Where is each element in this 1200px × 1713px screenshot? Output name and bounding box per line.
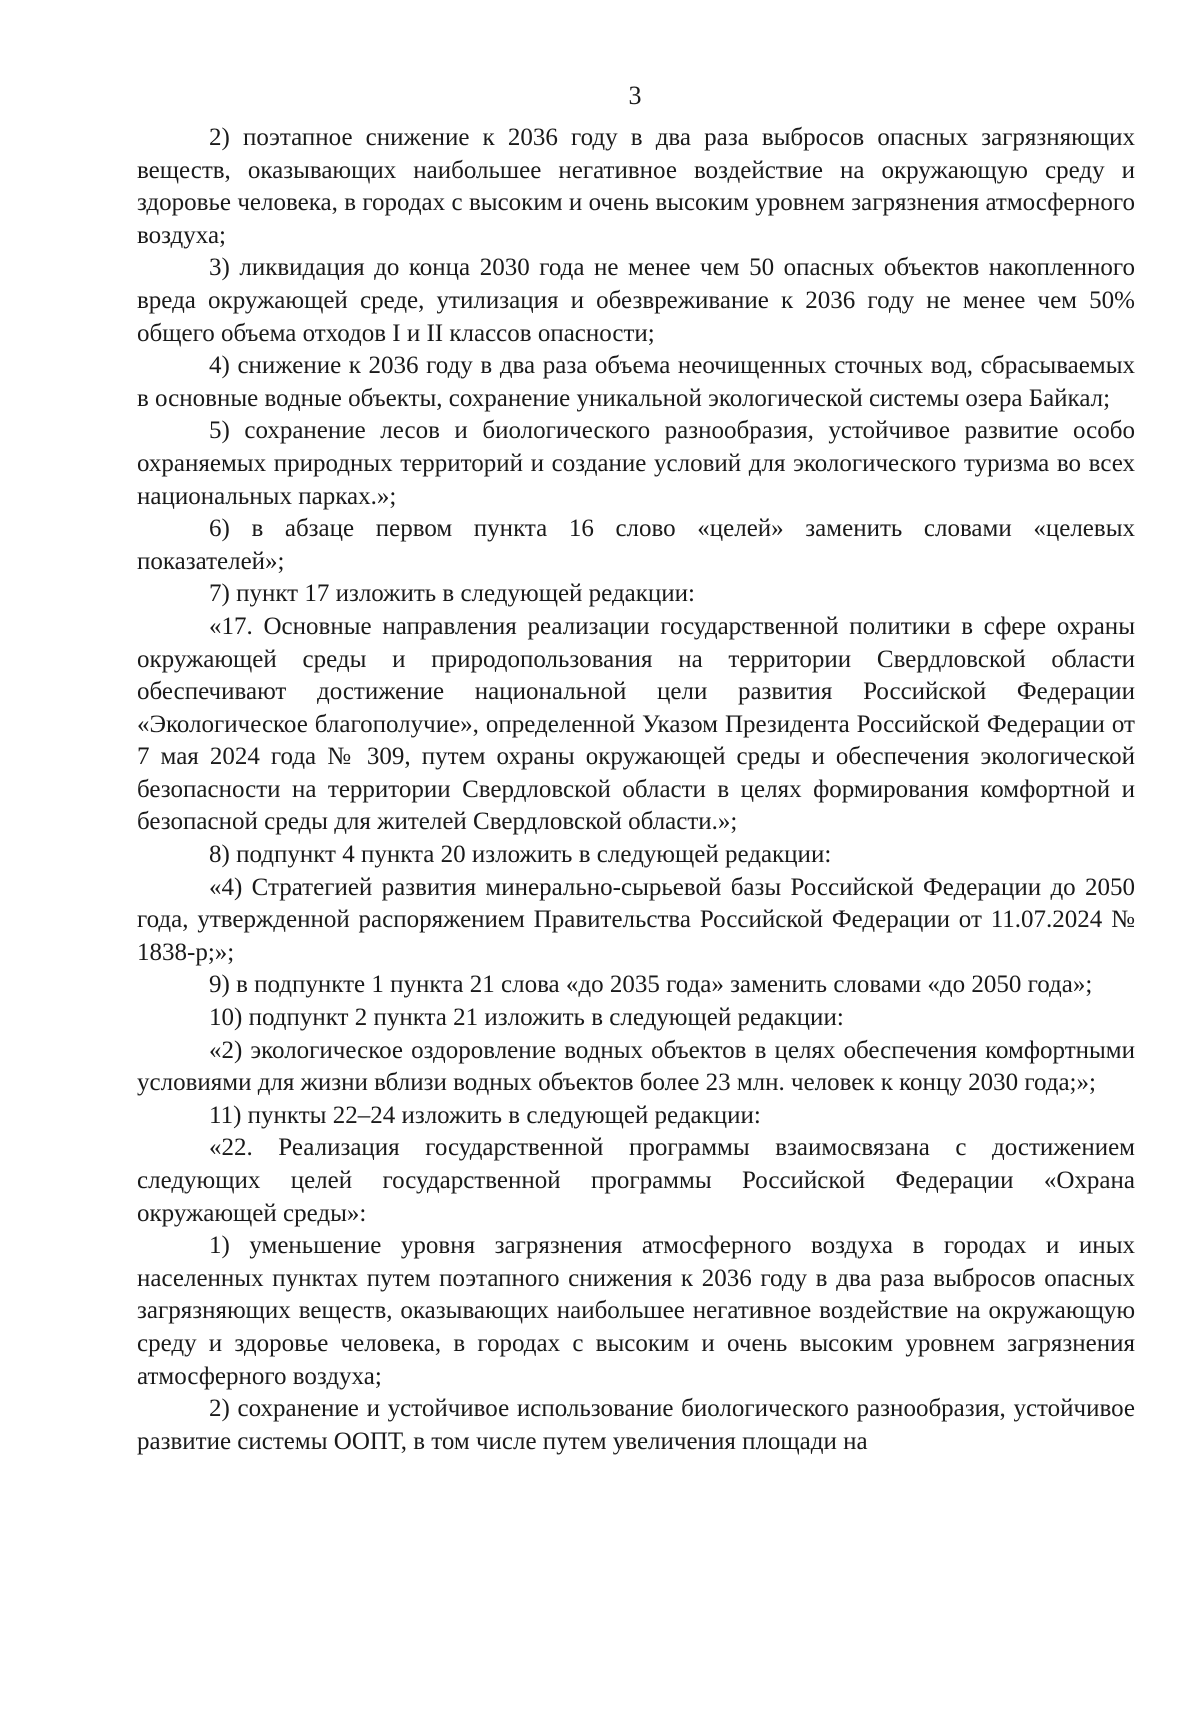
paragraph-amendment-7: 7) пункт 17 изложить в следующей редакции:: [209, 580, 695, 608]
paragraph-amendment-11: 11) пункты 22–24 изложить в следующей редакции:: [209, 1101, 761, 1129]
paragraph-amendment-9: 9) в подпункте 1 пункта 21 слова «до 2035 года» заменить словами «до 2050 года»;: [209, 971, 1093, 999]
paragraph-clause-17: «17. Основные направления реализации государственной политики в сфере охраны окружающей среды и природопользования на территории Свердловской области обеспечивают достижение национальной цели развития Российской Федерации «Экологическое благополучие», определенной Указом Президента Российской Федерации от 7 мая 2024 года № 309, путем охраны окружающей среды и обеспечения экологической безопасности на территории Свердловской области в целях формирования комфортной и безопасной среды для жителей Свердловской области.»;: [137, 612, 1135, 836]
paragraph-item-2-emissions: 2) поэтапное снижение к 2036 году в два раза выбросов опасных загрязняющих веществ, оказывающих наибольшее негативное воздействие на окружающую среду и здоровье человека, в городах с высоким и очень высоким уровнем загрязнения атмосферного воздуха;: [137, 124, 1135, 249]
paragraph-subclause-2-water: «2) экологическое оздоровление водных объектов в целях обеспечения комфортными условиями для жизни вблизи водных объектов более 23 млн. человек к концу 2030 года;»;: [137, 1036, 1135, 1097]
paragraph-clause-22: «22. Реализация государственной программы взаимосвязана с достижением следующих целей государственной программы Российской Федерации «Охрана окружающей среды»:: [137, 1134, 1135, 1227]
paragraph-amendment-10: 10) подпункт 2 пункта 21 изложить в следующей редакции:: [209, 1004, 844, 1032]
paragraph-subclause-4-strategy: «4) Стратегией развития минерально-сырьевой базы Российской Федерации до 2050 года, утвержденной распоряжением Правительства Российской Федерации от 11.07.2024 № 1838-р;»;: [137, 873, 1135, 966]
paragraph-item-3-accumulated-harm: 3) ликвидация до конца 2030 года не менее чем 50 опасных объектов накопленного вреда окружающей среде, утилизация и обезвреживание к 2036 году не менее чем 50% общего объема отходов I и II классов опасности;: [137, 254, 1135, 347]
page-number: 3: [628, 81, 642, 110]
paragraph-amendment-8: 8) подпункт 4 пункта 20 изложить в следующей редакции:: [209, 841, 832, 869]
document-body: [137, 122, 1135, 1458]
paragraph-goal-2-biodiversity: 2) сохранение и устойчивое использование биологического разнообразия, устойчивое развитие системы ООПТ, в том числе путем увеличения площади на: [137, 1395, 1135, 1455]
paragraph-item-5-forests: 5) сохранение лесов и биологического разнообразия, устойчивое развитие особо охраняемых природных территорий и создание условий для экологического туризма во всех национальных парках.»;: [137, 417, 1135, 510]
paragraph-item-4-wastewater: 4) снижение к 2036 году в два раза объема неочищенных сточных вод, сбрасываемых в основные водные объекты, сохранение уникальной экологической системы озера Байкал;: [137, 352, 1135, 412]
paragraph-goal-1-air: 1) уменьшение уровня загрязнения атмосферного воздуха в городах и иных населенных пунктах путем поэтапного снижения к 2036 году в два раза выбросов опасных загрязняющих веществ, оказывающих наибольшее негативное воздействие на окружающую среду и здоровье человека, в городах с высоким и очень высоким уровнем загрязнения атмосферного воздуха;: [137, 1232, 1135, 1390]
paragraph-amendment-6: 6) в абзаце первом пункта 16 слово «целей» заменить словами «целевых показателей»;: [137, 515, 1135, 575]
